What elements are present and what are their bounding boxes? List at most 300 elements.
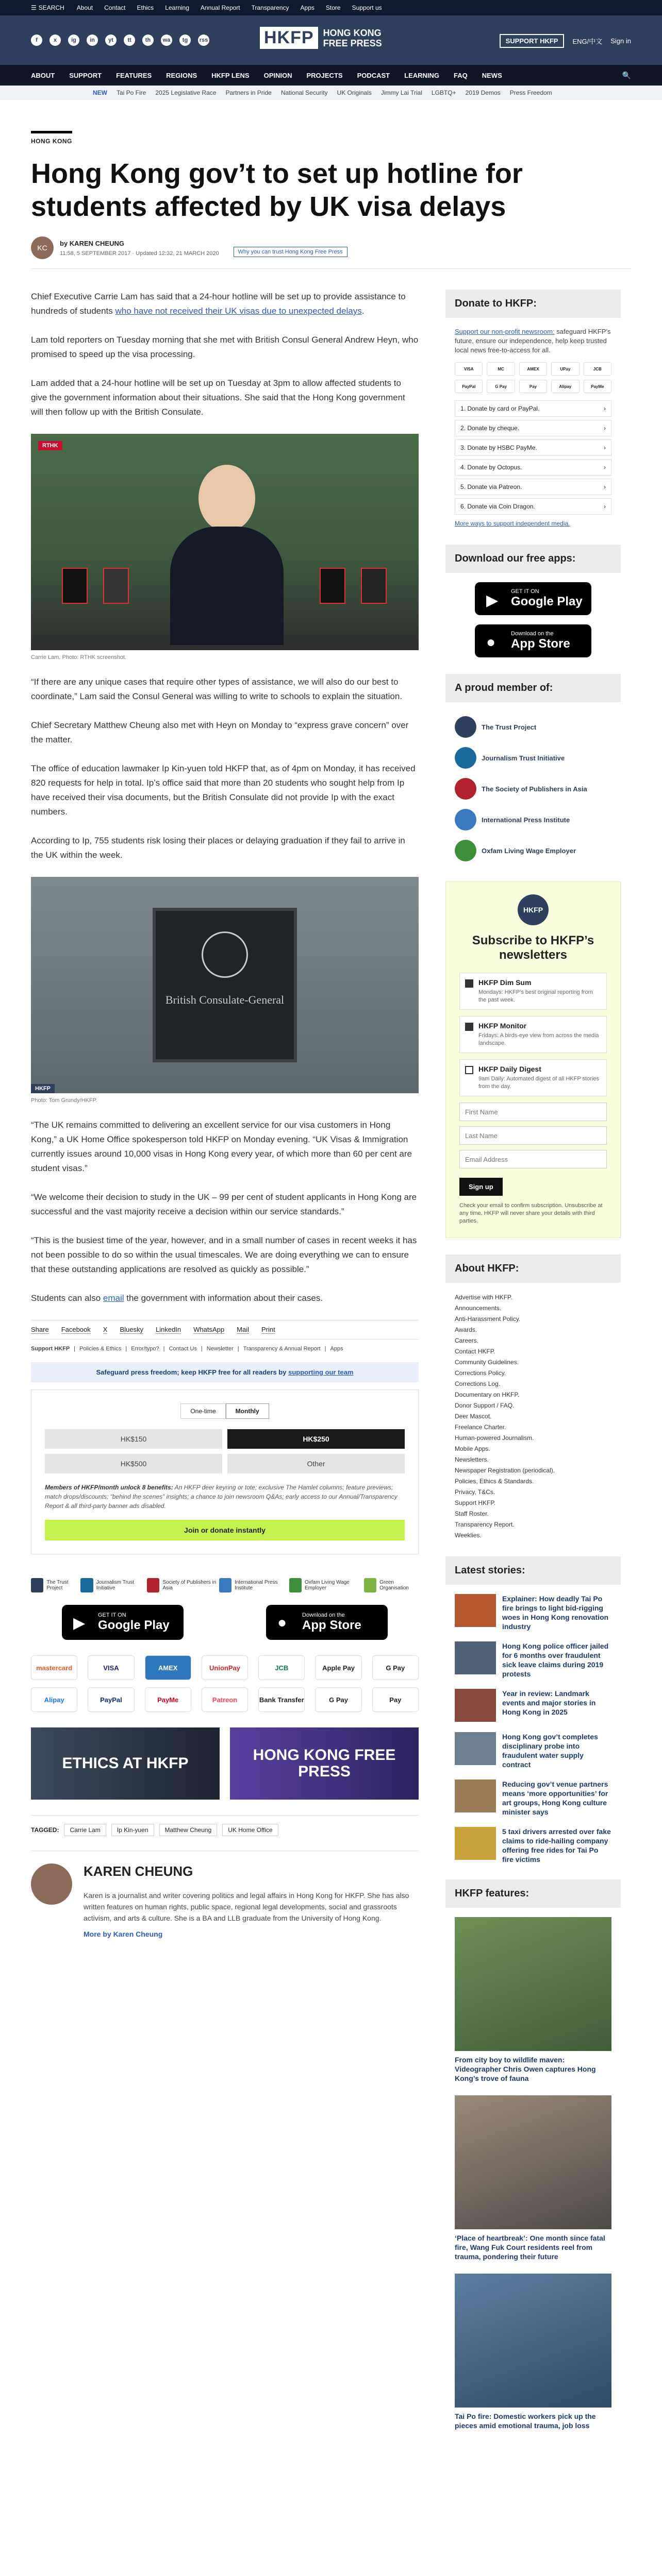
about-link[interactable]: Support HKFP. xyxy=(455,1499,496,1506)
utility-link-about[interactable]: About xyxy=(76,4,93,11)
article-category[interactable]: HONG KONG xyxy=(31,131,72,145)
nav-regions[interactable]: REGIONS xyxy=(166,71,197,79)
share-mail[interactable]: Mail xyxy=(237,1326,249,1333)
tag-link[interactable]: Ip Kin-yuen xyxy=(111,1824,154,1836)
feature-image[interactable] xyxy=(455,2274,611,2408)
microphone-icon xyxy=(320,568,345,604)
author-avatar[interactable]: KC xyxy=(31,236,54,259)
features-heading: HKFP features: xyxy=(445,1879,621,1908)
paypal-icon: PayPal xyxy=(88,1687,134,1712)
trending-link[interactable]: LGBTQ+ xyxy=(431,89,456,96)
story-thumbnail xyxy=(455,1641,496,1674)
donate-intro-text: safeguard HKFP’s future, ensure our independence, help keep trusted local news free-to-access for all. xyxy=(455,328,611,354)
x-icon[interactable]: x xyxy=(49,35,61,46)
amex-icon: AMEX xyxy=(519,362,547,376)
ipi-icon xyxy=(455,809,476,831)
paragraph: Lam told reporters on Tuesday morning that she met with British Consul General Andrew Heyn, who promised to speed up the visa processing. xyxy=(31,335,419,359)
member-label: Journalism Trust Initiative xyxy=(482,754,565,762)
paragraph-text: Chief Executive Carrie Lam has said that a 24-hour hotline will be set up to provide assistance to hundreds of students xyxy=(31,292,406,316)
byline xyxy=(31,236,631,269)
tag-link[interactable]: Matthew Cheung xyxy=(159,1824,218,1836)
apps-heading: Download our free apps: xyxy=(445,545,621,573)
chevron-down-icon: › xyxy=(604,483,606,490)
main-nav xyxy=(0,65,662,86)
share-bluesky[interactable]: Bluesky xyxy=(120,1326,143,1333)
member-perks xyxy=(45,1483,405,1511)
latest-story[interactable] xyxy=(455,1827,611,1864)
utility-link-annual-report[interactable]: Annual Report xyxy=(200,4,240,11)
nav-projects[interactable]: PROJECTS xyxy=(306,71,343,79)
about-link[interactable]: Corrections Policy. xyxy=(455,1369,506,1377)
mastercard-icon: mastercard xyxy=(31,1655,77,1680)
alipay-icon: Alipay xyxy=(551,380,579,393)
paragraph: “We welcome their decision to study in the UK – 99 per cent of student applicants in Hong Kong are successful and the vast majority receive a decision within our service standards.” xyxy=(31,1192,417,1216)
donate-way-item[interactable] xyxy=(455,420,611,436)
feature-image[interactable] xyxy=(455,1917,611,2051)
about-link[interactable]: Mobile Apps. xyxy=(455,1445,490,1452)
logo-mark: HKFP xyxy=(260,27,318,49)
story-thumbnail xyxy=(455,1689,496,1722)
footer-link-error[interactable]: Error/typo? xyxy=(131,1346,159,1352)
newsletter-desc: Fridays: A birds-eye view from across the media landscape. xyxy=(478,1032,599,1046)
article-footer-links: Support HKFP | Policies & Ethics | Error/typo? | Contact Us | Newsletter | Transparency & Annual Report | Apps xyxy=(31,1346,343,1352)
trending-bar xyxy=(0,86,662,100)
paragraph: According to Ip, 755 students risk losing their places or delaying graduation if they fail to arrive in the UK within the week. xyxy=(31,836,405,860)
author-photo[interactable] xyxy=(31,1863,72,1905)
more-by-author-link[interactable]: More by Karen Cheung xyxy=(84,1930,163,1938)
store-big-text: Google Play xyxy=(511,595,583,608)
latest-story[interactable] xyxy=(455,1732,611,1769)
rss-icon[interactable]: rss xyxy=(198,35,209,46)
about-link[interactable]: Anti-Harassment Policy. xyxy=(455,1315,521,1323)
top-utility-bar xyxy=(0,0,662,15)
patreon-icon: Patreon xyxy=(202,1687,248,1712)
google-play-button[interactable] xyxy=(475,582,591,615)
sign-in-link[interactable]: Sign in xyxy=(610,37,631,45)
trust-badge-link[interactable]: Why you can trust Hong Kong Free Press xyxy=(234,247,347,257)
paypal-icon: PayPal xyxy=(455,380,483,393)
join-donate-button[interactable]: Join or donate instantly xyxy=(45,1520,405,1540)
about-link[interactable]: Donor Support / FAQ. xyxy=(455,1402,515,1409)
instagram-icon[interactable]: ig xyxy=(68,35,79,46)
paragraph: The office of education lawmaker Ip Kin-yuen told HKFP that, as of 4pm on Monday, it has received 820 requests for help in total. Ip’s office said that more than 20 students who sought help from Ip have received their visa documents, but the British Consulate did not provide Ip with the exact numbers. xyxy=(31,764,416,817)
app-store-buttons xyxy=(31,1605,419,1640)
story-title: Year in review: Landmark events and major stories in Hong Kong in 2025 xyxy=(502,1689,596,1716)
article-tags xyxy=(31,1815,419,1836)
sopa-logo[interactable] xyxy=(147,1578,219,1592)
feature-title[interactable]: From city boy to wildlife maven: Videographer Chris Owen captures Hong Kong’s trove of fauna xyxy=(455,2056,596,2082)
chevron-down-icon: › xyxy=(604,444,606,451)
whatsapp-icon[interactable]: wa xyxy=(161,35,172,46)
about-link[interactable]: Corrections Log. xyxy=(455,1380,501,1387)
paragraph: Lam added that a 24-hour hotline will be set up on Tuesday at 3pm to allow affected students to give the government information about their situations. She said that the Hong Kong government will then follow up with the British Consulate. xyxy=(31,378,405,417)
donate-way-item[interactable] xyxy=(455,400,611,417)
alipay-icon: Alipay xyxy=(31,1687,77,1712)
share-print[interactable]: Print xyxy=(261,1326,275,1333)
first-name-field[interactable]: First Name xyxy=(459,1103,607,1121)
google-pay-icon: G Pay xyxy=(487,380,515,393)
new-label: NEW xyxy=(93,89,107,96)
chevron-down-icon: › xyxy=(604,503,606,510)
donate-intro xyxy=(445,327,621,355)
store-small-text: GET IT ON xyxy=(98,1612,126,1618)
donate-way-label: 6. Donate via Coin Dragon. xyxy=(460,503,535,510)
article-title: Hong Kong gov’t to set up hotline for students affected by UK visa delays xyxy=(31,158,523,222)
payment-methods xyxy=(31,1655,419,1712)
app-store-button[interactable] xyxy=(475,624,591,657)
tiktok-icon[interactable]: tt xyxy=(124,35,135,46)
logo-label: International Press Institute xyxy=(235,1580,278,1591)
share-linkedin[interactable]: LinkedIn xyxy=(156,1326,181,1333)
about-link[interactable]: Policies, Ethics & Standards. xyxy=(455,1478,534,1485)
microphone-icon xyxy=(103,568,129,604)
linkedin-icon[interactable]: in xyxy=(87,35,98,46)
newsletter-checkbox[interactable] xyxy=(465,1066,473,1074)
utility-link-apps[interactable]: Apps xyxy=(300,4,315,11)
about-link[interactable]: Human-powered Journalism. xyxy=(455,1434,534,1442)
page-wrapper xyxy=(31,100,631,2443)
newsletter-fine-print: Check your email to confirm subscription. Unsubscribe at any time. HKFP will never share your details with third parties. xyxy=(459,1202,603,1224)
consulate-plaque xyxy=(153,908,297,1062)
footer-link-transparency[interactable]: Transparency & Annual Report xyxy=(243,1346,321,1352)
more-ways-link[interactable]: More ways to support independent media. xyxy=(455,520,570,527)
google-pay-icon: G Pay xyxy=(372,1655,419,1680)
donate-way-item[interactable] xyxy=(455,459,611,476)
trending-link[interactable]: Press Freedom xyxy=(509,89,552,96)
photo-caption: Carrie Lam. Photo: RTHK screenshot. xyxy=(31,654,127,660)
utility-nav xyxy=(77,4,382,11)
newsletter-option[interactable] xyxy=(459,973,607,1010)
trending-link[interactable]: Jimmy Lai Trial xyxy=(380,89,422,96)
story-title: Hong Kong police officer jailed for 6 months over fraudulent sick leave claims during 2019 protests xyxy=(502,1642,609,1678)
nav-news[interactable]: NEWS xyxy=(482,71,502,79)
trust-project-logo[interactable] xyxy=(31,1578,80,1592)
donate-way-item[interactable] xyxy=(455,498,611,515)
newsletter-name: HKFP Daily Digest xyxy=(478,1065,541,1073)
author-info xyxy=(84,1863,419,1939)
newsletter-title: Subscribe to HKFP’s newsletters xyxy=(472,934,594,962)
donate-way-label: 5. Donate via Patreon. xyxy=(460,483,522,490)
person-figure xyxy=(170,465,284,650)
utility-link-learning[interactable]: Learning xyxy=(165,4,189,11)
about-link[interactable]: Careers. xyxy=(455,1337,479,1344)
donation-widget xyxy=(31,1389,419,1554)
nav-learning[interactable]: LEARNING xyxy=(404,71,440,79)
donate-way-label: 1. Donate by card or PayPal. xyxy=(460,405,540,412)
microphone-icon xyxy=(62,568,88,604)
threads-icon[interactable]: th xyxy=(142,35,154,46)
nav-search-icon[interactable]: 🔍 xyxy=(622,71,631,79)
telegram-icon[interactable]: tg xyxy=(179,35,191,46)
newsletter-desc: Mondays: HKFP’s best original reporting from the past week. xyxy=(478,989,593,1003)
about-link[interactable]: Transparency Report. xyxy=(455,1521,515,1528)
feature-title[interactable]: ‘Place of heartbreak’: One month since fatal fire, Wang Fuk Court residents reel from trauma, pondering their future xyxy=(455,2234,605,2261)
member-trust-project[interactable] xyxy=(455,711,611,742)
member-label: International Press Institute xyxy=(482,816,570,824)
paragraph: “The UK remains committed to delivering an excellent service for our visa customers in Hong Kong,” a UK Home Office spokesperson told HKFP on Monday evening. “UK Visas & Immigration currently issues around 10,000 visas in Hong Kong every year, of which more than 60 per cent are student visas.” xyxy=(31,1120,412,1173)
utility-link-ethics[interactable]: Ethics xyxy=(137,4,154,11)
logo-label: The Trust Project xyxy=(46,1580,69,1591)
rthk-watermark: RTHK xyxy=(38,441,62,450)
paragraph-text: . xyxy=(361,306,365,316)
about-link[interactable]: Weeklies. xyxy=(455,1532,482,1539)
jti-logo[interactable] xyxy=(80,1578,147,1592)
story-thumbnail xyxy=(455,1732,496,1765)
newsletter-checkbox-checked[interactable] xyxy=(465,1023,473,1031)
tab-one-time[interactable]: One-time xyxy=(180,1403,225,1419)
author-box xyxy=(31,1851,419,1939)
member-heading: A proud member of: xyxy=(445,674,621,702)
facebook-icon[interactable]: f xyxy=(31,35,42,46)
email-link[interactable]: email xyxy=(103,1293,124,1303)
promo-banners xyxy=(31,1727,419,1800)
latest-stories xyxy=(445,1594,621,1864)
nav-hkfp-lens[interactable]: HKFP LENS xyxy=(211,71,250,79)
about-link[interactable]: Staff Roster. xyxy=(455,1510,489,1517)
trending-link[interactable]: 2025 Legislative Race xyxy=(155,89,217,96)
payme-icon: PayMe xyxy=(145,1687,191,1712)
newsletter-option[interactable] xyxy=(459,1059,607,1096)
newsletter-desc: 9am Daily: Automated digest of all HKFP stories from the day. xyxy=(478,1076,599,1090)
donate-intro-link[interactable]: Support our non-profit newsroom: xyxy=(455,328,555,335)
sign-up-button[interactable]: Sign up xyxy=(459,1178,503,1196)
store-big-text: App Store xyxy=(511,637,570,651)
newsletter-option[interactable] xyxy=(459,1016,607,1053)
ipi-logo[interactable] xyxy=(219,1578,289,1592)
hkfp-watermark: HKFP xyxy=(31,1084,55,1093)
amount-option-other[interactable]: Other xyxy=(227,1454,405,1473)
story-thumbnail xyxy=(455,1780,496,1812)
top-search-label: SEARCH xyxy=(38,4,64,11)
share-button[interactable]: Share xyxy=(31,1326,49,1333)
nav-podcast[interactable]: PODCAST xyxy=(357,71,390,79)
sidebar-payment-cards xyxy=(445,355,621,400)
apple-pay-icon: Apple Pay xyxy=(315,1655,361,1680)
apple-icon: ● xyxy=(277,1614,287,1631)
trending-link[interactable]: National Security xyxy=(280,89,328,96)
latest-story[interactable] xyxy=(455,1641,611,1679)
story-thumbnail xyxy=(455,1827,496,1860)
about-heading: About HKFP: xyxy=(445,1255,621,1283)
chevron-down-icon: › xyxy=(604,464,606,471)
story-title: Hong Kong gov’t completes disciplinary probe into fraudulent water supply contract xyxy=(502,1733,598,1769)
perks-text: An HKFP deer keyring or tote; exclusive The Hamlet columns; feature previews; match drops/discounts; “behind the scenes” insights; a chance to join newsroom Q&As; early access to our Annual/Transparency Report & all third-party banner ads disabled. xyxy=(45,1484,398,1510)
about-link[interactable]: Freelance Charter. xyxy=(455,1423,506,1431)
donate-way-label: 2. Donate by cheque. xyxy=(460,425,520,432)
store-big-text: App Store xyxy=(302,1618,361,1632)
green-logo[interactable] xyxy=(364,1578,419,1592)
author-box-name[interactable]: KAREN CHEUNG xyxy=(84,1863,193,1879)
member-oxfam[interactable] xyxy=(455,835,611,866)
about-link[interactable]: Documentary on HKFP. xyxy=(455,1391,520,1398)
share-bar xyxy=(31,1320,419,1340)
microphone-icon xyxy=(361,568,387,604)
email-field[interactable]: Email Address xyxy=(459,1150,607,1168)
about-link[interactable]: Announcements. xyxy=(455,1304,502,1312)
nav-about[interactable]: ABOUT xyxy=(31,71,55,79)
nav-support[interactable]: SUPPORT xyxy=(69,71,102,79)
ethics-promo[interactable]: ETHICS AT HKFP xyxy=(31,1727,220,1800)
trending-link[interactable]: UK Originals xyxy=(337,89,372,96)
about-link[interactable]: Contact HKFP. xyxy=(455,1348,495,1355)
logo-line-2: FREE PRESS xyxy=(323,38,382,48)
mastercard-icon: MC xyxy=(487,362,515,376)
tag-link[interactable]: UK Home Office xyxy=(222,1824,278,1836)
plaque-text: British Consulate-General xyxy=(165,993,285,1006)
member-ipi[interactable] xyxy=(455,804,611,835)
utility-link-support[interactable]: Support us xyxy=(352,4,382,11)
jcb-icon: JCB xyxy=(258,1655,305,1680)
about-link[interactable]: Advertise with HKFP. xyxy=(455,1294,512,1301)
footer-link-contact[interactable]: Contact Us xyxy=(169,1346,197,1352)
member-sopa[interactable] xyxy=(455,773,611,804)
nav-features[interactable]: FEATURES xyxy=(116,71,152,79)
safeguard-text: Safeguard press freedom; keep HKFP free for all readers by xyxy=(96,1368,289,1376)
app-store-button[interactable] xyxy=(266,1605,388,1640)
membership-logos xyxy=(445,711,621,866)
about-link[interactable]: Newsletters. xyxy=(455,1456,489,1463)
nav-opinion[interactable]: OPINION xyxy=(263,71,292,79)
amount-option[interactable]: HK$500 xyxy=(45,1454,222,1473)
newsletter-name: HKFP Monitor xyxy=(478,1022,527,1030)
paragraph: “If there are any unique cases that require other types of assistance, we will also do our best to coordinate,” Lam said the Consul General was willing to write to schools to explain the situation. xyxy=(31,677,403,701)
payme-icon: PayMe xyxy=(584,380,611,393)
apple-icon: ● xyxy=(486,634,496,651)
share-whatsapp[interactable]: WhatsApp xyxy=(193,1326,225,1333)
about-links xyxy=(445,1292,621,1541)
amount-option[interactable]: HK$150 xyxy=(45,1429,222,1449)
social-links xyxy=(31,35,209,46)
play-icon: ▶ xyxy=(486,592,499,609)
visa-icon: VISA xyxy=(455,362,483,376)
footer-link-support[interactable]: Support HKFP xyxy=(31,1346,70,1352)
store-small-text: GET IT ON xyxy=(511,588,539,595)
utility-link-store[interactable]: Store xyxy=(325,4,341,11)
utility-link-contact[interactable]: Contact xyxy=(104,4,126,11)
latest-heading: Latest stories: xyxy=(445,1556,621,1585)
newsletter-logo: HKFP xyxy=(518,894,549,925)
feature-title[interactable]: Tai Po fire: Domestic workers pick up the pieces amid emotional trauma, job loss xyxy=(455,2412,596,2430)
paragraph-text: the government with information about their cases. xyxy=(124,1293,323,1303)
logo-wordmark xyxy=(323,28,382,48)
sopa-icon xyxy=(455,778,476,800)
google-pay-icon: G Pay xyxy=(315,1687,361,1712)
support-team-link[interactable]: supporting our team xyxy=(288,1368,354,1376)
share-facebook[interactable]: Facebook xyxy=(61,1326,91,1333)
nav-faq[interactable]: FAQ xyxy=(454,71,468,79)
trending-link[interactable]: Tai Po Fire xyxy=(117,89,146,96)
about-link[interactable]: Newspaper Registration (periodical). xyxy=(455,1467,555,1474)
article-body xyxy=(31,290,419,2443)
donation-ways xyxy=(445,400,621,515)
amount-option-selected[interactable]: HK$250 xyxy=(227,1429,405,1449)
latest-story[interactable] xyxy=(455,1689,611,1722)
main-nav-items xyxy=(31,72,502,79)
site-logo[interactable] xyxy=(260,27,382,49)
newsletter-signup xyxy=(445,882,621,1238)
masthead xyxy=(0,15,662,65)
tab-monthly[interactable]: Monthly xyxy=(226,1403,269,1419)
apple-pay-icon: Pay xyxy=(519,380,547,393)
latest-story[interactable] xyxy=(455,1594,611,1631)
donate-way-label: 4. Donate by Octopus. xyxy=(460,464,522,471)
photo-image[interactable] xyxy=(31,877,419,1093)
donate-way-label: 3. Donate by HSBC PayMe. xyxy=(460,444,537,451)
donate-way-item[interactable] xyxy=(455,439,611,456)
safeguard-banner xyxy=(31,1362,419,1382)
latest-story[interactable] xyxy=(455,1780,611,1817)
visa-delays-link[interactable]: who have not received their UK visas due to unexpected delays xyxy=(115,306,362,316)
store-big-text: Google Play xyxy=(98,1618,170,1632)
jcb-icon: JCB xyxy=(584,362,611,376)
sidebar-app-buttons xyxy=(445,582,621,657)
masthead-actions xyxy=(500,34,631,48)
google-play-button[interactable] xyxy=(62,1605,184,1640)
member-label: The Trust Project xyxy=(482,723,537,731)
sidebar xyxy=(445,290,621,2443)
language-switch[interactable]: ENG/中文 xyxy=(572,38,603,45)
pay-icon: Pay xyxy=(372,1687,419,1712)
trust-project-icon xyxy=(455,716,476,738)
footer-link-policies[interactable]: Policies & Ethics xyxy=(79,1346,122,1352)
footer-link-apps[interactable]: Apps xyxy=(330,1346,343,1352)
author-name[interactable] xyxy=(60,240,219,247)
tag-link[interactable]: Carrie Lam xyxy=(64,1824,106,1836)
about-link[interactable]: Deer Mascot. xyxy=(455,1413,492,1420)
paragraph: “This is the busiest time of the year, however, and in a small number of cases in recent weeks it has not been possible to do so within the usual timescales. We are doing everything we can to ensure that these outstanding applications are resolved as quickly as possible.” xyxy=(31,1235,417,1274)
hkfp-promo[interactable]: HONG KONG FREE PRESS xyxy=(230,1727,419,1800)
photo-british-consulate xyxy=(31,877,419,1104)
search-icon: ☰ xyxy=(31,4,37,11)
newsletter-checkbox-checked[interactable] xyxy=(465,979,473,988)
perks-heading: Members of HKFP/month unlock 8 benefits: xyxy=(45,1484,173,1491)
member-jti[interactable] xyxy=(455,742,611,773)
feature-image[interactable] xyxy=(455,2095,611,2229)
story-thumbnail xyxy=(455,1594,496,1627)
timestamp: 11:58, 5 SEPTEMBER 2017 · Updated 12:32, 21 MARCH 2020 xyxy=(60,250,219,257)
paragraph xyxy=(31,1291,419,1306)
youtube-icon[interactable]: yt xyxy=(105,35,117,46)
trending-link[interactable]: Partners in Pride xyxy=(225,89,272,96)
last-name-field[interactable]: Last Name xyxy=(459,1126,607,1145)
story-title: Reducing gov’t venue partners means ‘more opportunities’ for art groups, Hong Kong culture minister says xyxy=(502,1780,608,1816)
trending-link[interactable]: 2019 Demos xyxy=(465,89,501,96)
chevron-down-icon: › xyxy=(604,425,606,432)
oxfam-logo[interactable] xyxy=(289,1578,364,1592)
top-search[interactable] xyxy=(31,4,64,11)
paragraph-text: Students can also xyxy=(31,1293,103,1303)
photo-image[interactable] xyxy=(31,434,419,650)
photo-caption: Photo: Tom Grundy/HKFP. xyxy=(31,1097,97,1104)
utility-link-transparency[interactable]: Transparency xyxy=(251,4,289,11)
about-link[interactable]: Community Guidelines. xyxy=(455,1359,519,1366)
footer-link-newsletter[interactable]: Newsletter xyxy=(206,1346,234,1352)
author-name-text: KAREN CHEUNG xyxy=(69,239,124,247)
donate-heading: Donate to HKFP: xyxy=(445,290,621,318)
logo-line-1: HONG KONG xyxy=(323,27,382,38)
about-link[interactable]: Privacy, T&Cs. xyxy=(455,1488,495,1496)
about-link[interactable]: Awards. xyxy=(455,1326,477,1333)
share-x[interactable]: X xyxy=(103,1326,108,1333)
donate-way-item[interactable] xyxy=(455,479,611,495)
bank-transfer-icon: Bank Transfer xyxy=(258,1687,305,1712)
store-small-text: Download on the xyxy=(302,1612,345,1618)
play-icon: ▶ xyxy=(73,1615,86,1632)
support-hkfp-button[interactable]: SUPPORT HKFP xyxy=(500,34,565,48)
story-title: 5 taxi drivers arrested over fake claims to ride-hailing company offering free rides for Tai Po fire victims xyxy=(502,1827,611,1863)
partner-logos xyxy=(31,1578,419,1592)
newsletter-name: HKFP Dim Sum xyxy=(478,978,532,987)
